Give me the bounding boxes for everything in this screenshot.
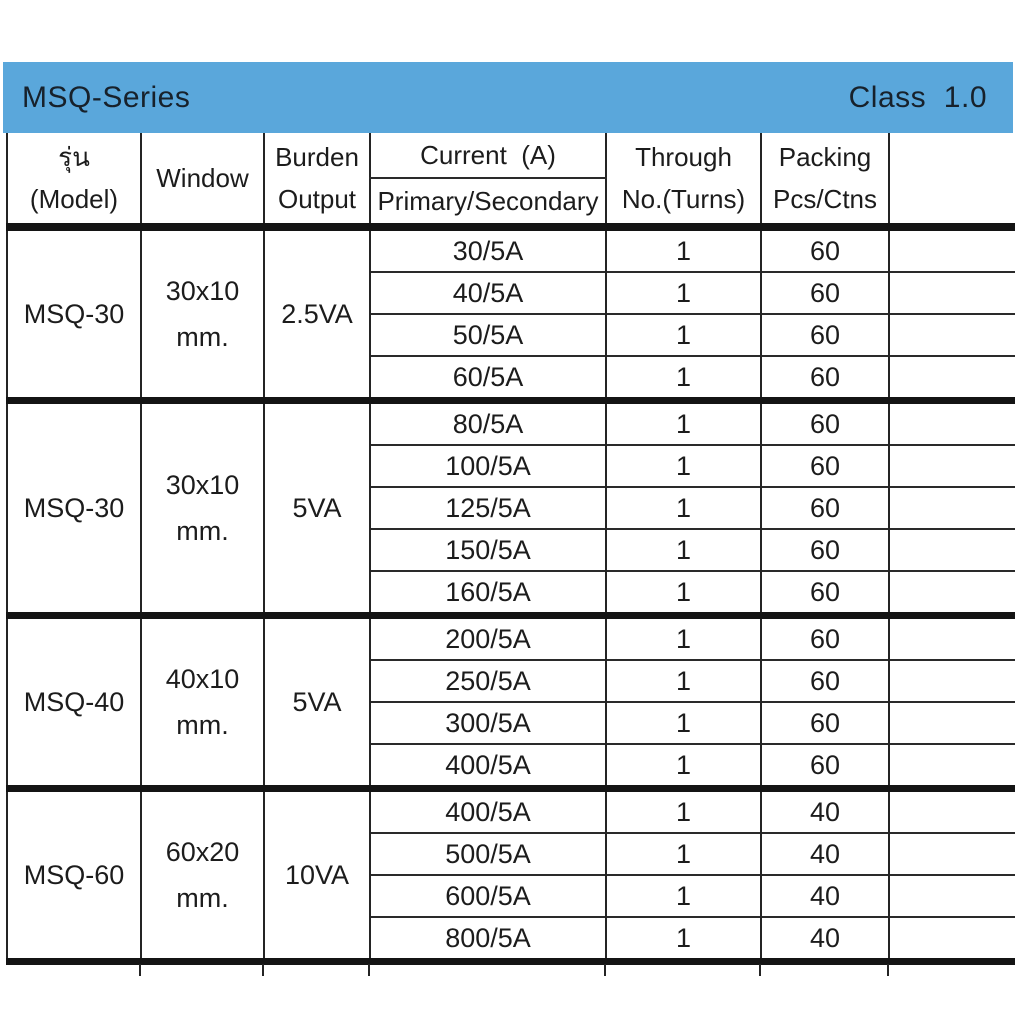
packing-cell: 60: [761, 744, 889, 789]
current-cell: 60/5A: [370, 356, 606, 401]
current-cell: 40/5A: [370, 272, 606, 314]
empty-cell: [889, 227, 1015, 272]
turns-cell: 1: [606, 401, 761, 446]
turns-cell: 1: [606, 227, 761, 272]
burden-cell: 5VA: [264, 616, 370, 789]
window-cell: 30x10 mm.: [141, 401, 264, 616]
empty-cell: [889, 744, 1015, 789]
model-cell: MSQ-40: [7, 616, 141, 789]
current-cell: 100/5A: [370, 445, 606, 487]
turns-cell: 1: [606, 702, 761, 744]
turns-cell: 1: [606, 875, 761, 917]
packing-cell: 60: [761, 702, 889, 744]
column-header-packing: Packing Pcs/Ctns: [761, 133, 889, 227]
packing-cell: 40: [761, 833, 889, 875]
turns-cell: 1: [606, 356, 761, 401]
group-msq60-10va: [7, 789, 1015, 962]
turns-cell: 1: [606, 445, 761, 487]
grid-line-stub: [604, 964, 606, 976]
packing-cell: 40: [761, 917, 889, 962]
packing-cell: 60: [761, 356, 889, 401]
empty-cell: [889, 660, 1015, 702]
turns-cell: 1: [606, 529, 761, 571]
column-header-model: รุ่น (Model): [7, 133, 141, 227]
turns-cell: 1: [606, 314, 761, 356]
grid-line-stub: [368, 964, 370, 976]
turns-cell: 1: [606, 660, 761, 702]
current-cell: 300/5A: [370, 702, 606, 744]
empty-cell: [889, 356, 1015, 401]
empty-cell: [889, 487, 1015, 529]
column-header-window: Window: [141, 133, 264, 227]
current-cell: 250/5A: [370, 660, 606, 702]
turns-cell: 1: [606, 487, 761, 529]
grid-line-stub: [262, 964, 264, 976]
column-header-current: Current (A): [370, 133, 606, 178]
empty-cell: [889, 571, 1015, 616]
packing-cell: 60: [761, 445, 889, 487]
packing-cell: 40: [761, 789, 889, 834]
table-row: [7, 789, 1015, 834]
empty-cell: [889, 833, 1015, 875]
table-header: [7, 133, 1015, 227]
turns-cell: 1: [606, 272, 761, 314]
burden-cell: 5VA: [264, 401, 370, 616]
grid-line-stub: [887, 964, 889, 976]
packing-cell: 60: [761, 487, 889, 529]
current-cell: 50/5A: [370, 314, 606, 356]
current-cell: 500/5A: [370, 833, 606, 875]
column-header-current-sub: Primary/Secondary: [370, 178, 606, 227]
empty-cell: [889, 445, 1015, 487]
model-cell: MSQ-30: [7, 401, 141, 616]
column-header-burden: Burden Output: [264, 133, 370, 227]
current-cell: 160/5A: [370, 571, 606, 616]
current-cell: 800/5A: [370, 917, 606, 962]
model-cell: MSQ-30: [7, 227, 141, 401]
column-header-through: Through No.(Turns): [606, 133, 761, 227]
empty-cell: [889, 529, 1015, 571]
burden-cell: 2.5VA: [264, 227, 370, 401]
turns-cell: 1: [606, 616, 761, 661]
spec-table: [6, 133, 1015, 965]
turns-cell: 1: [606, 744, 761, 789]
packing-cell: 60: [761, 272, 889, 314]
packing-cell: 60: [761, 529, 889, 571]
empty-cell: [889, 789, 1015, 834]
table-row: [7, 401, 1015, 446]
group-msq30-25va: [7, 227, 1015, 401]
group-msq40-5va: [7, 616, 1015, 789]
turns-cell: 1: [606, 917, 761, 962]
current-cell: 400/5A: [370, 789, 606, 834]
packing-cell: 60: [761, 616, 889, 661]
current-cell: 125/5A: [370, 487, 606, 529]
current-cell: 30/5A: [370, 227, 606, 272]
grid-line-stub: [139, 964, 141, 976]
spec-table-wrapper: [6, 133, 1015, 965]
packing-cell: 60: [761, 571, 889, 616]
turns-cell: 1: [606, 571, 761, 616]
packing-cell: 40: [761, 875, 889, 917]
burden-cell: 10VA: [264, 789, 370, 962]
current-cell: 600/5A: [370, 875, 606, 917]
window-cell: 40x10 mm.: [141, 616, 264, 789]
empty-cell: [889, 616, 1015, 661]
packing-cell: 60: [761, 314, 889, 356]
packing-cell: 60: [761, 227, 889, 272]
class-label: Class 1.0: [848, 80, 987, 114]
current-cell: 400/5A: [370, 744, 606, 789]
empty-cell: [889, 917, 1015, 962]
title-bar: [3, 62, 1013, 133]
empty-cell: [889, 272, 1015, 314]
window-cell: 30x10 mm.: [141, 227, 264, 401]
empty-cell: [889, 702, 1015, 744]
empty-cell: [889, 875, 1015, 917]
current-cell: 200/5A: [370, 616, 606, 661]
empty-cell: [889, 314, 1015, 356]
packing-cell: 60: [761, 401, 889, 446]
column-header-empty: [889, 133, 1015, 227]
model-cell: MSQ-60: [7, 789, 141, 962]
current-cell: 150/5A: [370, 529, 606, 571]
empty-cell: [889, 401, 1015, 446]
turns-cell: 1: [606, 833, 761, 875]
table-row: [7, 616, 1015, 661]
window-cell: 60x20 mm.: [141, 789, 264, 962]
packing-cell: 60: [761, 660, 889, 702]
grid-line-stub: [759, 964, 761, 976]
group-msq30-5va: [7, 401, 1015, 616]
current-cell: 80/5A: [370, 401, 606, 446]
table-row: [7, 227, 1015, 272]
series-title: MSQ-Series: [22, 80, 191, 114]
turns-cell: 1: [606, 789, 761, 834]
